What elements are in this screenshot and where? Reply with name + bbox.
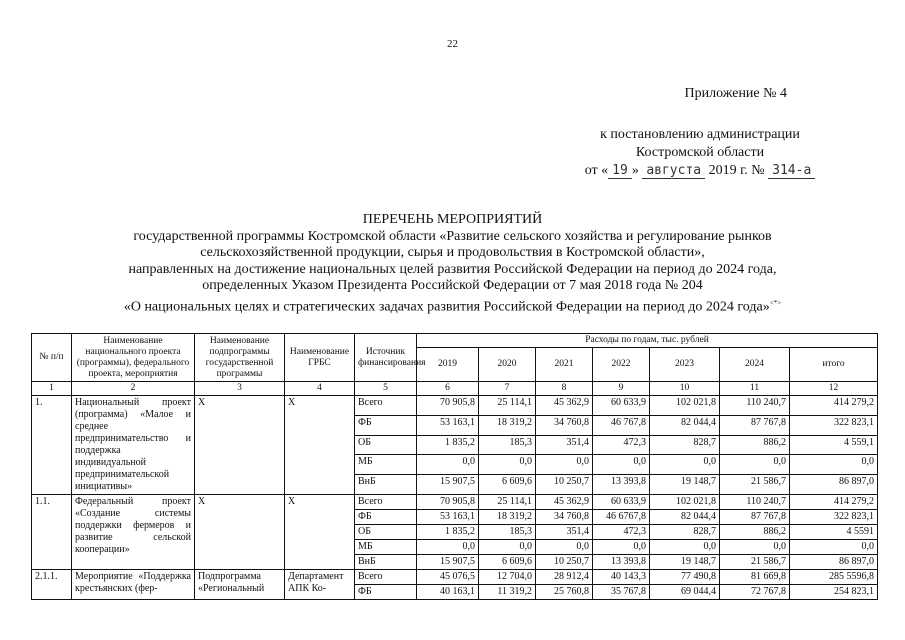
year-value: 472,3 xyxy=(593,525,650,540)
year-value: 81 669,8 xyxy=(720,570,790,585)
year-value: 82 044,4 xyxy=(650,415,720,435)
year-value: 185,3 xyxy=(479,525,536,540)
column-number: 5 xyxy=(355,382,417,396)
funding-source: ОБ xyxy=(355,435,417,455)
decree-date-line xyxy=(565,162,835,180)
total-value: 254 823,1 xyxy=(790,585,878,600)
total-value: 285 5596,8 xyxy=(790,570,878,585)
year-value: 45 076,5 xyxy=(417,570,479,585)
table-body xyxy=(32,396,878,600)
measure-name: Мероприятие «Поддержка крестьянских (фер- xyxy=(72,570,195,600)
title-heading: ПЕРЕЧЕНЬ МЕРОПРИЯТИЙ xyxy=(362,212,543,227)
page-number: 22 xyxy=(447,38,458,50)
year-value: 6 609,6 xyxy=(479,475,536,495)
header-source: Источник финансирования xyxy=(355,334,417,382)
funding-source: ФБ xyxy=(355,585,417,600)
year-value: 0,0 xyxy=(417,540,479,555)
year-value: 0,0 xyxy=(720,540,790,555)
year-value: 886,2 xyxy=(720,435,790,455)
year-value: 60 633,9 xyxy=(593,495,650,510)
title-line-6-text: «О национальных целях и стратегических задачах развития Российской Федерации на период до 2024 года» xyxy=(123,299,770,315)
year-value: 34 760,8 xyxy=(536,510,593,525)
column-number: 4 xyxy=(285,382,355,396)
year-value: 0,0 xyxy=(720,455,790,475)
year-value: 21 586,7 xyxy=(720,475,790,495)
year-value: 70 905,8 xyxy=(417,495,479,510)
subprogram-name: Подпрограмма «Региональный xyxy=(195,570,285,600)
year-value: 60 633,9 xyxy=(593,396,650,416)
year-value: 185,3 xyxy=(479,435,536,455)
year-value: 0,0 xyxy=(593,455,650,475)
header-year: 2024 xyxy=(720,348,790,382)
year-value: 28 912,4 xyxy=(536,570,593,585)
document-title xyxy=(0,212,905,316)
title-line-3: сельскохозяйственной продукции, сырья и продовольствия в Костромской области», xyxy=(200,245,705,260)
year-value: 69 044,4 xyxy=(650,585,720,600)
grbs-name: Департамент АПК Ко- xyxy=(285,570,355,600)
table-row xyxy=(32,495,878,510)
year-value: 40 143,3 xyxy=(593,570,650,585)
decree-line-1: к постановлению администрации xyxy=(600,127,800,142)
title-line-6 xyxy=(0,295,905,316)
year-value: 25 760,8 xyxy=(536,585,593,600)
row-number: 2.1.1. xyxy=(32,570,72,600)
year-value: 15 907,5 xyxy=(417,475,479,495)
total-value: 0,0 xyxy=(790,455,878,475)
year-value: 18 319,2 xyxy=(479,510,536,525)
year-value: 77 490,8 xyxy=(650,570,720,585)
funding-source: ФБ xyxy=(355,510,417,525)
year-value: 0,0 xyxy=(536,540,593,555)
year-value: 0,0 xyxy=(650,540,720,555)
year-value: 15 907,5 xyxy=(417,555,479,570)
subprogram-name: Х xyxy=(195,495,285,570)
table-row xyxy=(32,396,878,416)
footnote-mark: <*> xyxy=(769,298,782,307)
column-number-row xyxy=(32,382,878,396)
year-value: 110 240,7 xyxy=(720,495,790,510)
decree-year: 2019 г. № xyxy=(708,163,765,178)
total-value: 86 897,0 xyxy=(790,475,878,495)
year-value: 102 021,8 xyxy=(650,396,720,416)
column-number: 6 xyxy=(417,382,479,396)
table-header-row-1 xyxy=(32,334,878,348)
year-value: 45 362,9 xyxy=(536,495,593,510)
column-number: 11 xyxy=(720,382,790,396)
year-value: 886,2 xyxy=(720,525,790,540)
year-value: 351,4 xyxy=(536,525,593,540)
header-year: 2023 xyxy=(650,348,720,382)
total-value: 414 279,2 xyxy=(790,495,878,510)
year-value: 12 704,0 xyxy=(479,570,536,585)
decree-month: августа xyxy=(642,163,705,179)
year-value: 102 021,8 xyxy=(650,495,720,510)
year-value: 6 609,6 xyxy=(479,555,536,570)
year-value: 53 163,1 xyxy=(417,415,479,435)
header-year: 2020 xyxy=(479,348,536,382)
measure-name: Национальный проект (программа) «Малое и среднее предпринимательство и поддержка индивидуальной предпринимательской инициативы» xyxy=(72,396,195,495)
year-value: 1 835,2 xyxy=(417,525,479,540)
column-number: 10 xyxy=(650,382,720,396)
header-name: Наименование национального проекта (программы), федерального проекта, мероприятия xyxy=(72,334,195,382)
year-value: 13 393,8 xyxy=(593,475,650,495)
funding-source: ФБ xyxy=(355,415,417,435)
header-total: итого xyxy=(790,348,878,382)
year-value: 40 163,1 xyxy=(417,585,479,600)
funding-source: ВнБ xyxy=(355,475,417,495)
year-value: 0,0 xyxy=(650,455,720,475)
column-number: 1 xyxy=(32,382,72,396)
funding-source: МБ xyxy=(355,540,417,555)
year-value: 828,7 xyxy=(650,435,720,455)
column-number: 9 xyxy=(593,382,650,396)
column-number: 12 xyxy=(790,382,878,396)
decree-line-2: Костромской области xyxy=(635,145,765,160)
total-value: 414 279,2 xyxy=(790,396,878,416)
year-value: 19 148,7 xyxy=(650,555,720,570)
funding-source: ОБ xyxy=(355,525,417,540)
year-value: 34 760,8 xyxy=(536,415,593,435)
year-value: 10 250,7 xyxy=(536,475,593,495)
title-line-4: направленных на достижение национальных целей развития Российской Федерации на период до 2024 года, xyxy=(128,261,777,277)
year-value: 82 044,4 xyxy=(650,510,720,525)
year-value: 25 114,1 xyxy=(479,396,536,416)
year-value: 0,0 xyxy=(479,455,536,475)
year-value: 1 835,2 xyxy=(417,435,479,455)
grbs-name: Х xyxy=(285,495,355,570)
funding-source: ВнБ xyxy=(355,555,417,570)
title-line-2: государственной программы Костромской области «Развитие сельского хозяйства и регулирование рынков xyxy=(133,228,772,244)
total-value: 86 897,0 xyxy=(790,555,878,570)
decree-block xyxy=(565,126,835,180)
table-row xyxy=(32,570,878,585)
decree-number: 314-а xyxy=(768,163,815,179)
grbs-name: Х xyxy=(285,396,355,495)
year-value: 53 163,1 xyxy=(417,510,479,525)
subprogram-name: Х xyxy=(195,396,285,495)
row-number: 1. xyxy=(32,396,72,495)
year-value: 19 148,7 xyxy=(650,475,720,495)
year-value: 351,4 xyxy=(536,435,593,455)
funding-source: Всего xyxy=(355,495,417,510)
total-value: 4 5591 xyxy=(790,525,878,540)
column-number: 3 xyxy=(195,382,285,396)
year-value: 46 767,8 xyxy=(593,415,650,435)
appendix-label: Приложение № 4 xyxy=(684,86,787,101)
measures-table xyxy=(31,333,878,600)
year-value: 0,0 xyxy=(479,540,536,555)
column-number: 8 xyxy=(536,382,593,396)
year-value: 35 767,8 xyxy=(593,585,650,600)
year-value: 10 250,7 xyxy=(536,555,593,570)
title-line-5: определенных Указом Президента Российской Федерации от 7 мая 2018 года № 204 xyxy=(202,278,703,293)
year-value: 0,0 xyxy=(593,540,650,555)
year-value: 472,3 xyxy=(593,435,650,455)
year-value: 70 905,8 xyxy=(417,396,479,416)
column-number: 2 xyxy=(72,382,195,396)
funding-source: Всего xyxy=(355,396,417,416)
year-value: 828,7 xyxy=(650,525,720,540)
year-value: 25 114,1 xyxy=(479,495,536,510)
year-value: 45 362,9 xyxy=(536,396,593,416)
total-value: 322 823,1 xyxy=(790,510,878,525)
funding-source: МБ xyxy=(355,455,417,475)
year-value: 21 586,7 xyxy=(720,555,790,570)
header-year: 2019 xyxy=(417,348,479,382)
total-value: 322 823,1 xyxy=(790,415,878,435)
header-grbs: Наименование ГРБС xyxy=(285,334,355,382)
decree-day: 19 xyxy=(608,163,632,179)
year-value: 87 767,8 xyxy=(720,415,790,435)
total-value: 0,0 xyxy=(790,540,878,555)
decree-date-mid: » xyxy=(631,163,639,178)
header-expenses: Расходы по годам, тыс. рублей xyxy=(417,334,878,348)
year-value: 13 393,8 xyxy=(593,555,650,570)
year-value: 0,0 xyxy=(417,455,479,475)
header-year: 2022 xyxy=(593,348,650,382)
decree-date-prefix: от « xyxy=(584,163,609,178)
year-value: 110 240,7 xyxy=(720,396,790,416)
year-value: 46 6767,8 xyxy=(593,510,650,525)
year-value: 0,0 xyxy=(536,455,593,475)
column-number: 7 xyxy=(479,382,536,396)
year-value: 18 319,2 xyxy=(479,415,536,435)
header-year: 2021 xyxy=(536,348,593,382)
funding-source: Всего xyxy=(355,570,417,585)
year-value: 87 767,8 xyxy=(720,510,790,525)
row-number: 1.1. xyxy=(32,495,72,570)
year-value: 72 767,8 xyxy=(720,585,790,600)
header-subprogram: Наименование подпрограммы государственной программы xyxy=(195,334,285,382)
measure-name: Федеральный проект «Создание системы поддержки фермеров и развитие сельской кооперации» xyxy=(72,495,195,570)
header-num: № п/п xyxy=(32,334,72,382)
year-value: 11 319,2 xyxy=(479,585,536,600)
total-value: 4 559,1 xyxy=(790,435,878,455)
